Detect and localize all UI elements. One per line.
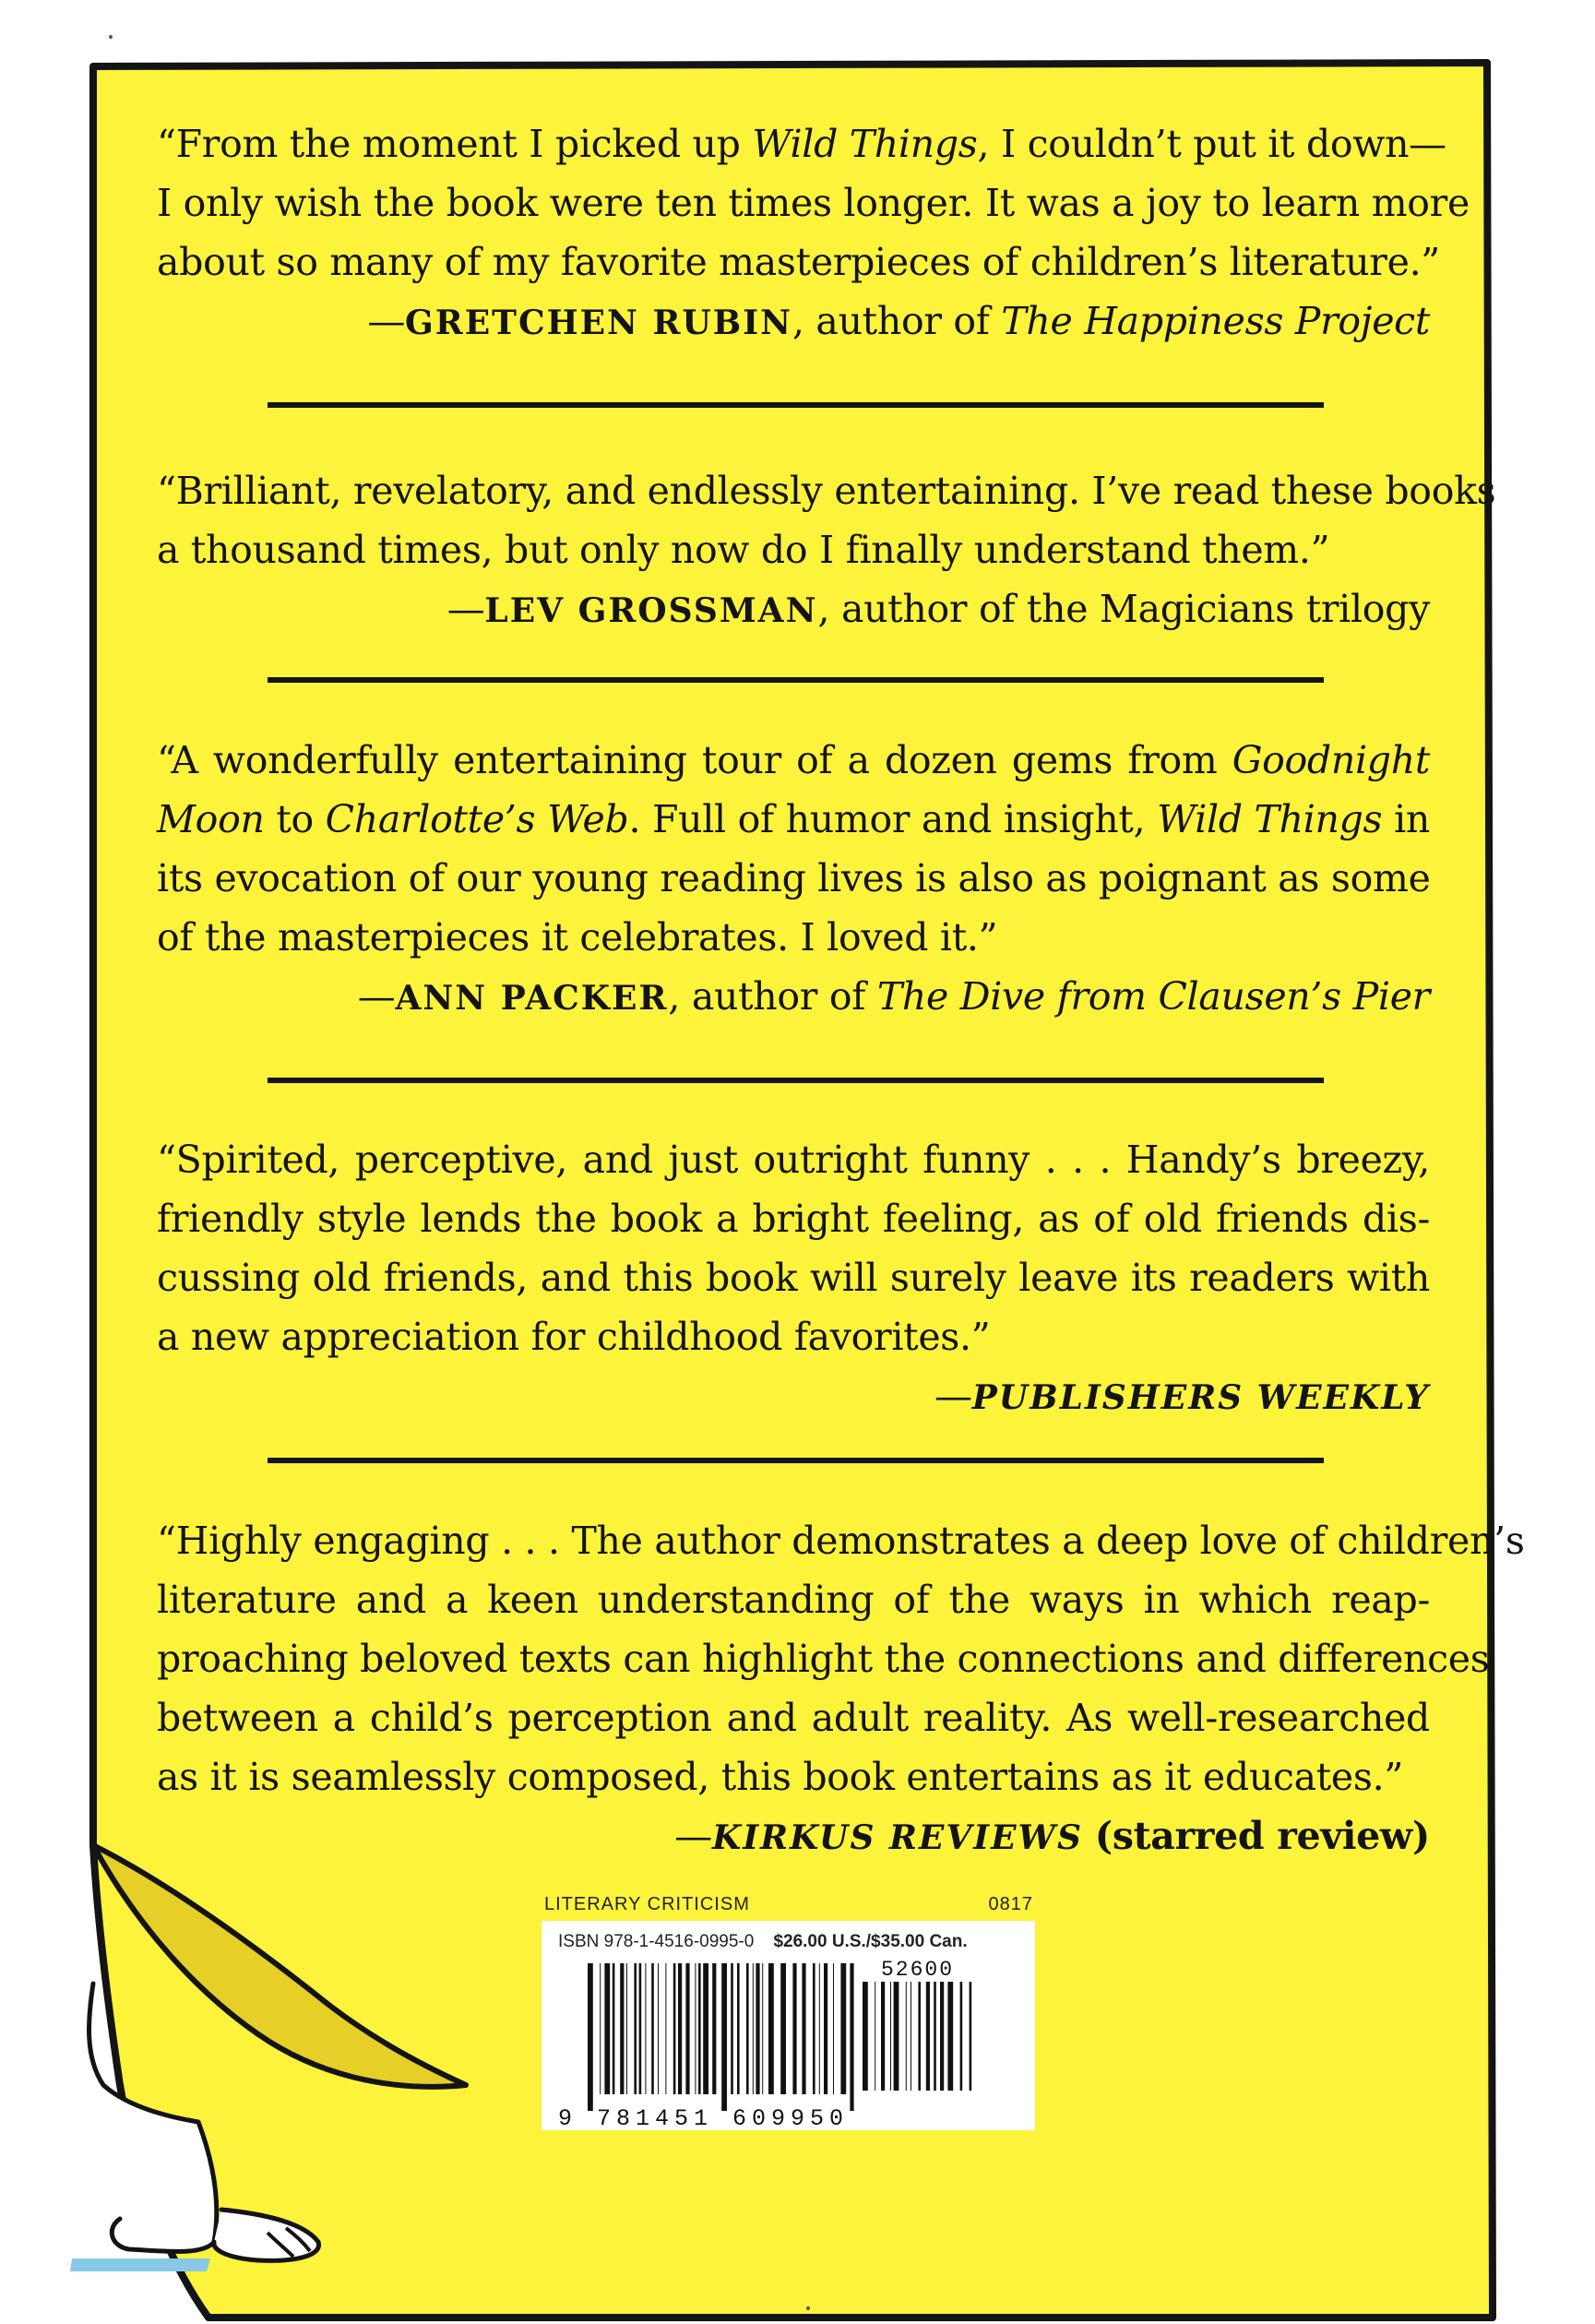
quote-line: friendly style lends the book a bright feeling, as of old friends dis- <box>157 1197 1430 1241</box>
barcode-addon-bars <box>863 1982 982 2107</box>
divider-rule <box>268 1078 1324 1083</box>
barcode-bar <box>926 1982 930 2091</box>
barcode-bar <box>813 1963 815 2094</box>
reviewer-name: ANN PACKER <box>395 979 669 1018</box>
quote-attribution: —ANN PACKER, author of The Dive from Clausen’s Pier <box>357 974 1430 1019</box>
barcode-bar <box>894 1982 899 2091</box>
italic-title: Wild Things <box>752 122 978 166</box>
quote-attribution: —KIRKUS REVIEWS (starred review) <box>674 1814 1430 1858</box>
barcode-box <box>542 1921 1035 2130</box>
quote-line: Moon to Charlotte’s Web. Full of humor and insight, Wild Things in <box>157 797 1431 841</box>
barcode-bar <box>645 1963 646 2094</box>
barcode-bar <box>940 1982 944 2091</box>
divider-rule <box>268 1458 1324 1463</box>
italic-title: Moon <box>157 797 265 841</box>
reviewer-name: LEV GROSSMAN <box>484 591 818 630</box>
quote-attribution: —GRETCHEN RUBIN, author of The Happiness Project <box>367 299 1430 343</box>
barcode-bars <box>588 1963 855 2111</box>
speck <box>109 35 113 39</box>
isbn-price-line <box>558 1932 968 1952</box>
quote-line: “Brilliant, revelatory, and endlessly entertaining. I’ve read these books <box>157 469 1496 513</box>
isbn-number: ISBN 978-1-4516-0995-0 <box>558 1932 755 1951</box>
barcode-bar <box>731 1963 733 2094</box>
barcode-bar <box>918 1982 921 2091</box>
barcode-bar <box>850 1963 853 2111</box>
speck <box>806 2306 810 2310</box>
barcode-bar <box>792 1963 796 2094</box>
blurb-kirkus-reviews <box>157 1511 1525 1867</box>
quote-line: about so many of my favorite masterpieces of children’s literature.” <box>157 240 1440 284</box>
barcode-digits: 9 781451 609950 <box>558 2105 850 2132</box>
barcode-bar <box>960 1982 963 2091</box>
book-category: LITERARY CRITICISM <box>544 1894 750 1914</box>
barcode-bar <box>620 1963 624 2094</box>
barcode-bar <box>756 1963 759 2094</box>
barcode-bar <box>703 1963 708 2094</box>
quote-line: cussing old friends, and this book will surely leave its readers with <box>157 1256 1430 1300</box>
barcode-bar <box>833 1963 834 2094</box>
publication-name: PUBLISHERS WEEKLY <box>971 1378 1430 1417</box>
quote-line: of the masterpieces it celebrates. I loved it.” <box>157 915 998 959</box>
barcode-bar <box>626 1963 627 2094</box>
quote-line: “A wonderfully entertaining tour of a dozen gems from Goodnight <box>157 738 1430 782</box>
barcode-bar <box>698 1963 701 2094</box>
quote-attribution: —LEV GROSSMAN, author of the Magicians trilogy <box>446 587 1430 631</box>
quote-line: a thousand times, but only now do I finally understand them.” <box>157 528 1330 572</box>
barcode-bar <box>881 1982 885 2091</box>
price-code: 0817 <box>988 1894 1033 1914</box>
barcode-bar <box>658 1963 659 2094</box>
barcode-bar <box>600 1963 601 2094</box>
barcode-bar <box>634 1963 637 2094</box>
blurb-gretchen-rubin <box>157 114 1470 352</box>
quote-line: between a child’s perception and adult reality. As well-researched <box>157 1696 1430 1740</box>
barcode-bar <box>673 1963 676 2094</box>
barcode-bar <box>651 1963 654 2094</box>
barcode-bar <box>890 1982 891 2091</box>
barcode-bar <box>840 1963 846 2094</box>
quote-line: “From the moment I picked up Wild Things, I couldn’t put it down— <box>157 122 1446 166</box>
quote-line: a new appreciation for childhood favorites.” <box>157 1315 991 1359</box>
italic-title: The Dive from Clausen’s Pier <box>876 974 1430 1019</box>
blurb-lev-grossman <box>157 461 1496 640</box>
italic-title: Goodnight <box>1232 738 1430 782</box>
barcode-bar <box>685 1963 689 2094</box>
blurb-ann-packer <box>157 731 1430 1028</box>
barcode-bar <box>824 1963 827 2094</box>
quote-line: “Highly engaging . . . The author demonstrates a deep love of children’s <box>157 1519 1525 1563</box>
barcode-bar <box>613 1963 615 2094</box>
barcode-bar <box>588 1963 593 2111</box>
divider-rule <box>268 677 1324 683</box>
barcode-bar <box>737 1963 740 2094</box>
barcode-bar <box>780 1963 786 2094</box>
barcode-bar <box>746 1963 749 2094</box>
italic-title: Charlotte’s Web <box>325 797 629 841</box>
barcode-bar <box>863 1982 868 2091</box>
barcode-bar <box>934 1982 936 2091</box>
barcode-bar <box>712 1963 716 2094</box>
barcode-bar <box>678 1963 682 2094</box>
reviewer-name: GRETCHEN RUBIN <box>405 304 792 342</box>
blurb-publishers-weekly <box>157 1130 1430 1427</box>
barcode-header <box>544 1894 1033 1915</box>
publication-name: KIRKUS REVIEWS <box>712 1818 1083 1857</box>
quote-line: as it is seamlessly composed, this book entertains as it educates.” <box>157 1755 1403 1799</box>
quote-attribution: —PUBLISHERS WEEKLY <box>934 1374 1430 1418</box>
barcode-bar <box>604 1963 610 2094</box>
barcode-bar <box>639 1963 642 2094</box>
barcode-bar <box>695 1963 696 2094</box>
barcode-bar <box>721 1963 727 2111</box>
quote-line: “Spirited, perceptive, and just outright funny . . . Handy’s breezy, <box>157 1138 1430 1182</box>
barcode-bar <box>753 1963 754 2094</box>
divider-rule <box>268 402 1324 408</box>
barcode-bar <box>970 1982 972 2091</box>
barcode-bar <box>947 1982 953 2091</box>
quote-line: its evocation of our young reading lives is also as poignant as some <box>157 856 1431 900</box>
quote-line: proaching beloved texts can highlight the connections and differences <box>157 1637 1490 1681</box>
italic-title: Wild Things <box>1157 797 1383 841</box>
barcode-bar <box>906 1982 907 2091</box>
barcode-addon-digits: 52600 <box>881 1958 955 1982</box>
price-label: $26.00 U.S./$35.00 Can. <box>773 1932 968 1951</box>
italic-title: The Happiness Project <box>1001 299 1430 343</box>
review-note: (starred review) <box>1094 1814 1430 1858</box>
floor-shadow <box>70 2258 210 2271</box>
barcode-bar <box>819 1963 820 2094</box>
barcode-bar <box>802 1963 805 2094</box>
barcode-bar <box>762 1963 763 2094</box>
quote-line: I only wish the book were ten times longer. It was a joy to learn more <box>157 181 1470 225</box>
barcode-bar <box>768 1963 774 2094</box>
barcode-bar <box>665 1963 666 2094</box>
quote-line: literature and a keen understanding of the ways in which reap- <box>157 1578 1430 1622</box>
